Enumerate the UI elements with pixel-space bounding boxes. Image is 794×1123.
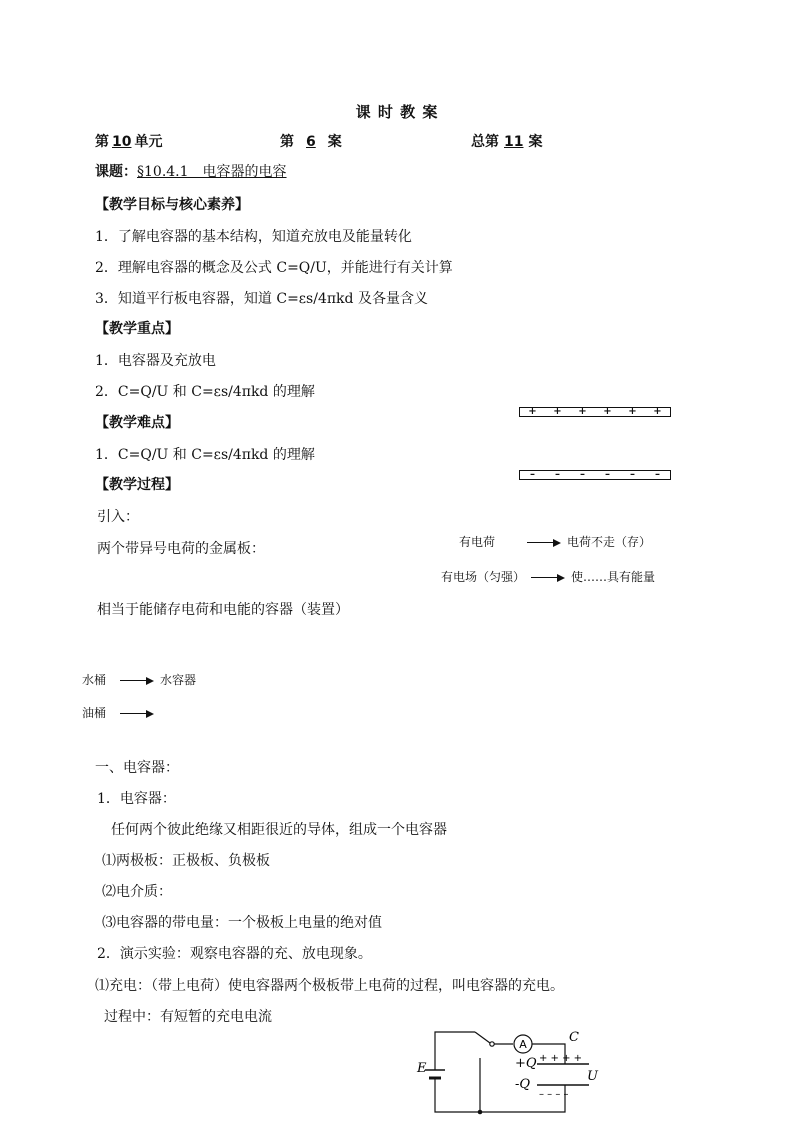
total-number: 11: [504, 134, 524, 150]
goal-item: 1．了解电容器的基本结构，知道充放电及能量转化: [95, 229, 412, 245]
charging-process-note: 过程中：有短暂的充电电流: [104, 1009, 272, 1025]
topic-value: §10.4.1 电容器的电容: [137, 164, 287, 180]
plus-charges: + + + +: [539, 1053, 583, 1064]
water-bucket-relation: 水桶 水容器: [82, 673, 197, 687]
switch-arm: [475, 1032, 490, 1043]
point-plates: ⑴两极板：正极板、负极板: [102, 853, 270, 869]
unit-number: 10: [112, 134, 132, 150]
key-points-heading: 【教学重点】: [95, 321, 179, 337]
oil-bucket-relation: 油桶: [82, 705, 160, 721]
negative-plate: – – – – – –: [519, 470, 671, 480]
wire: [435, 1032, 475, 1065]
arrow-icon: [527, 538, 561, 548]
junction-dot: [478, 1110, 483, 1115]
voltage-label: U: [587, 1069, 598, 1084]
ammeter-label: A: [519, 1038, 527, 1051]
part1-heading: 一、电容器：: [95, 760, 179, 776]
lesson-label: 第 6 案: [280, 134, 342, 150]
plus-q-label: +Q: [515, 1056, 537, 1071]
topic: 课题：§10.4.1 电容器的电容: [95, 163, 293, 181]
key-point-item: 2．C=Q/U 和 C=εs/4πkd 的理解: [95, 384, 315, 400]
point-dielectric: ⑵电介质：: [102, 884, 172, 900]
field-relation: 有电场（匀强） 使……具有能量: [441, 570, 656, 584]
arrow-icon: [120, 709, 154, 719]
difficulties-heading: 【教学难点】: [95, 415, 179, 431]
goal-item: 3．知道平行板电容器，知道 C=εs/4πkd 及各量含义: [95, 291, 428, 307]
goal-item: 2．理解电容器的概念及公式 C=Q/U，并能进行有关计算: [95, 260, 453, 276]
goals-heading: 【教学目标与核心素养】: [95, 197, 249, 213]
part1-sub2: 2．演示实验：观察电容器的充、放电现象。: [97, 946, 372, 962]
key-point-item: 1．电容器及充放电: [95, 353, 216, 369]
page-title: 课 时 教 案: [355, 103, 439, 121]
switch-contact: [490, 1042, 494, 1046]
capacitor-label: C: [569, 1030, 579, 1045]
charge-relation: 有电荷 电荷不走（存）: [459, 535, 652, 549]
intro-label: 引入：: [97, 509, 139, 525]
charging-definition: ⑴充电：（带上电荷）使电容器两个极板带上电荷的过程，叫电容器的充电。: [95, 978, 564, 994]
point-charge: ⑶电容器的带电量：一个极板上电量的绝对值: [102, 915, 382, 931]
minus-charges: – – – –: [539, 1089, 569, 1100]
source-label: E: [417, 1061, 427, 1076]
lesson-number: 6: [306, 134, 316, 150]
part1-sub1: 1．电容器：: [97, 791, 176, 807]
total-label: 总第 11 案: [471, 134, 543, 150]
intro-equivalent: 相当于能储存电荷和电能的容器（装置）: [97, 602, 349, 618]
arrow-icon: [120, 676, 154, 686]
arrow-icon: [531, 573, 565, 583]
intro-metal-plates: 两个带异号电荷的金属板：: [97, 541, 265, 557]
capacitor-definition: 任何两个彼此绝缘又相距很近的导体，组成一个电容器: [111, 822, 447, 838]
difficulty-item: 1．C=Q/U 和 C=εs/4πkd 的理解: [95, 447, 315, 463]
process-heading: 【教学过程】: [95, 477, 179, 493]
unit-label: 第 10 单元: [95, 134, 163, 150]
positive-plate: + + + + + +: [519, 407, 671, 417]
minus-q-label: -Q: [515, 1077, 531, 1092]
charging-circuit-diagram: [405, 1022, 615, 1118]
